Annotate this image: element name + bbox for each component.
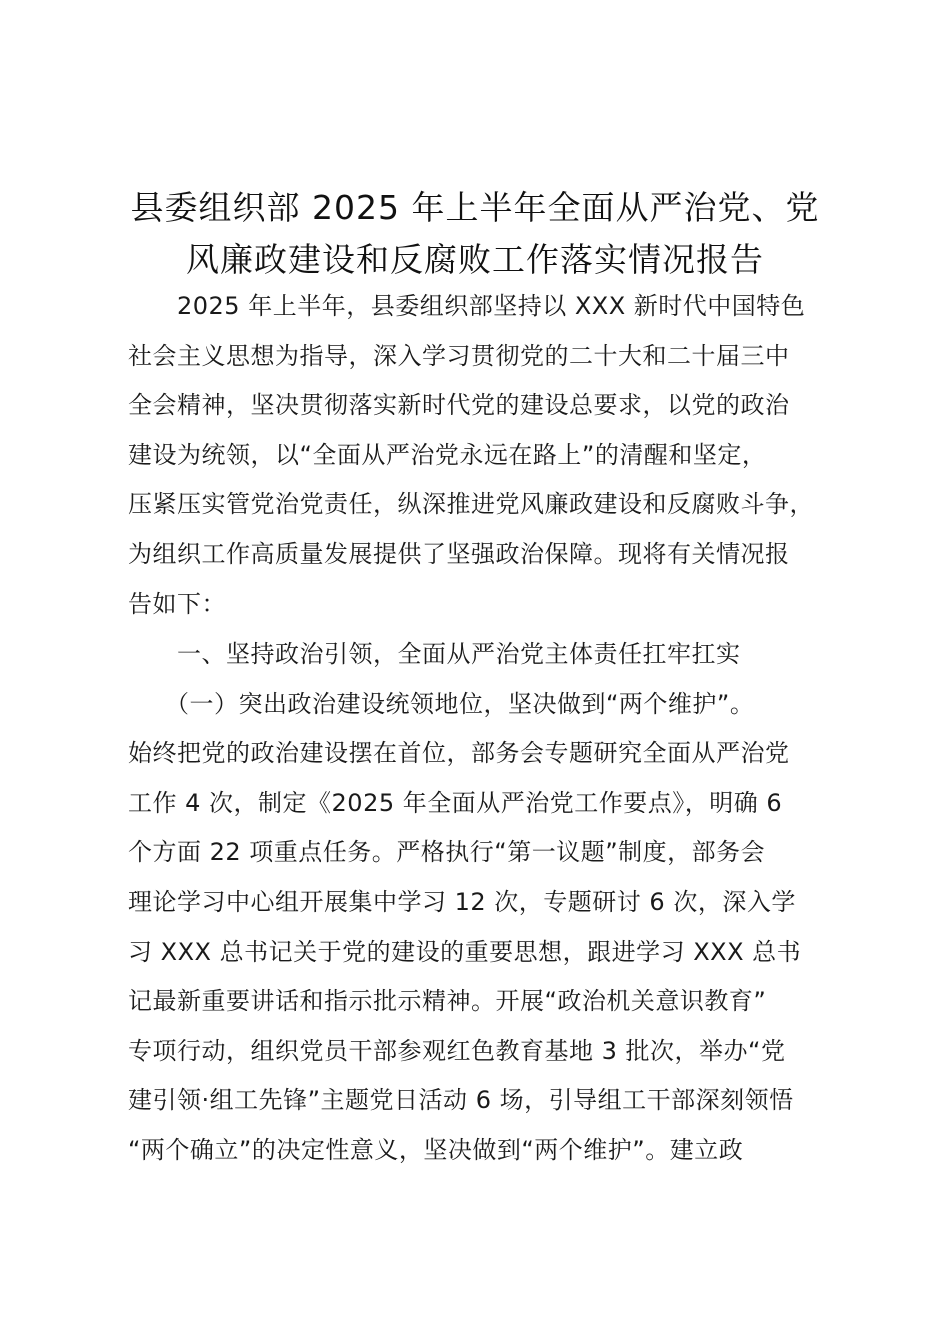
section-heading: 一、坚持政治引领，全面从严治党主体责任扛牢扛实	[128, 640, 741, 669]
title-line-1: 县委组织部 2025 年上半年全面从严治党、党	[130, 188, 820, 227]
title-line-2: 风廉政建设和反腐败工作落实情况报告	[186, 240, 764, 279]
body-line: 记最新重要讲话和指示批示精神。开展“政治机关意识教育”	[128, 987, 767, 1016]
body-line: 全会精神，坚决贯彻落实新时代党的建设总要求，以党的政治	[128, 391, 790, 420]
body-line: 告如下：	[128, 589, 226, 618]
body-line: “两个确立”的决定性意义，坚决做到“两个维护”。建立政	[128, 1135, 744, 1164]
body-line: 个方面 22 项重点任务。严格执行“第一议题”制度，部务会	[128, 838, 766, 867]
body-line: 建设为统领，以“全面从严治党永远在路上”的清醒和坚定，	[128, 440, 767, 469]
body-line: 为组织工作高质量发展提供了坚强政治保障。现将有关情况报	[128, 539, 790, 568]
body-line: 2025 年上半年，县委组织部坚持以 XXX 新时代中国特色	[128, 292, 806, 320]
body-line: 习 XXX 总书记关于党的建设的重要思想，跟进学习 XXX 总书	[128, 937, 802, 966]
body-line: 建引领·组工先锋”主题党日活动 6 场，引导组工干部深刻领悟	[128, 1086, 794, 1115]
body-line: 专项行动，组织党员干部参观红色教育基地 3 批次，举办“党	[128, 1036, 786, 1065]
document-title	[100, 182, 850, 286]
body-line: 始终把党的政治建设摆在首位，部务会专题研究全面从严治党	[128, 739, 790, 768]
subsection-heading: （一）突出政治建设统领地位，坚决做到“两个维护”。	[128, 690, 755, 719]
document-body	[128, 282, 838, 1176]
body-line: 理论学习中心组开展集中学习 12 次，专题研讨 6 次，深入学	[128, 887, 796, 916]
body-line: 社会主义思想为指导，深入学习贯彻党的二十大和二十届三中	[128, 341, 790, 370]
body-line: 压紧压实管党治党责任，纵深推进党风廉政建设和反腐败斗争，	[128, 490, 814, 519]
body-line: 工作 4 次，制定《2025 年全面从严治党工作要点》，明确 6	[128, 788, 783, 817]
